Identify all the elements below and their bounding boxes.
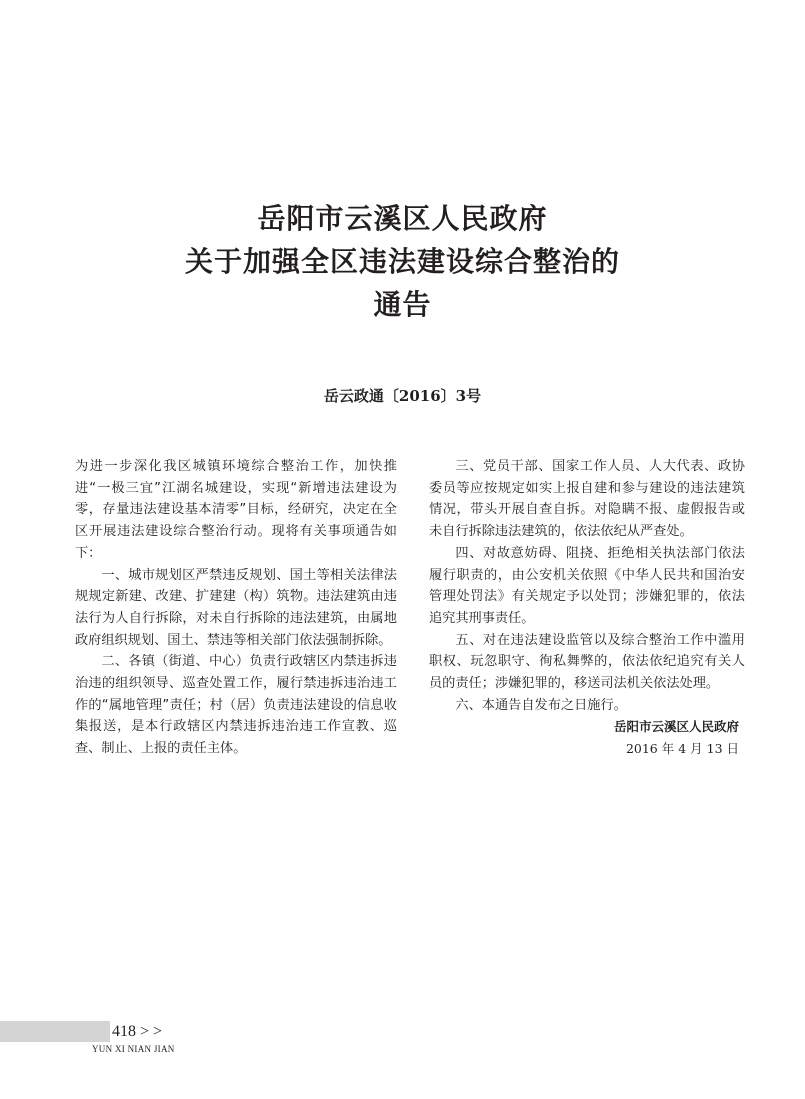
paragraph-item-3: 三、党员干部、国家工作人员、人大代表、政协委员等应按规定如实上报自建和参与建设的违法建筑情况，带头开展自查自拆。对隐瞒不报、虚假报告或未自行拆除违法建筑的，依法依纪从严查处。 [429, 459, 745, 540]
title-line-1: 岳阳市云溪区人民政府 [257, 202, 548, 235]
paragraph-item-5: 五、对在违法建设监管以及综合整治工作中滥用职权、玩忽职守、徇私舞弊的，依法依纪追究有关人员的责任；涉嫌犯罪的，移送司法机关依法处理。 [429, 632, 745, 692]
paragraph-item-4: 四、对故意妨碍、阻挠、拒绝相关执法部门依法履行职责的，由公安机关依照《中华人民共和国治安管理处罚法》有关规定予以处罚；涉嫌犯罪的，依法追究其刑事责任。 [429, 545, 745, 626]
footer-bar [0, 1021, 110, 1042]
left-column [75, 456, 397, 760]
paragraph-item-1: 一、城市规划区严禁违反规划、国土等相关法律法规规定新建、改建、扩建建（构）筑物。违法建筑由违法行为人自行拆除，对未自行拆除的违法建筑，由属地政府组织规划、国土、禁违等相关部门依法强制拆除。 [75, 567, 397, 648]
title-line-2: 关于加强全区违法建设综合整治的 [184, 245, 620, 278]
paragraph-item-6: 六、本通告自发布之日施行。 [455, 697, 627, 713]
right-column [429, 456, 745, 760]
title-line-3: 通告 [373, 288, 432, 321]
running-title: YUN XI NIAN JIAN [92, 1044, 175, 1054]
signature-issuer: 岳阳市云溪区人民政府 [613, 719, 739, 735]
paragraph-item-2: 二、各镇（街道、中心）负责行政辖区内禁违拆违治违的组织领导、巡查处置工作，履行禁违拆违治违工作的“属地管理”责任；村（居）负责违法建设的信息收集报送，是本行政辖区内禁违拆违治违工作宣教、巡查、制止、上报的责任主体。 [75, 654, 397, 757]
document-number: 岳云政通〔2016〕3号 [323, 387, 482, 405]
signature-date: 2016 年 4 月 13 日 [625, 741, 739, 757]
paragraph-intro: 为进一步深化我区城镇环境综合整治工作，加快推进“一极三宜”江湖名城建设，实现“新增违法建设为零，存量违法建设基本清零”目标，经研究，决定在全区开展违法建设综合整治行动。现将有关事项通告如下： [75, 459, 397, 561]
page-number: 418 > > [112, 1023, 163, 1040]
